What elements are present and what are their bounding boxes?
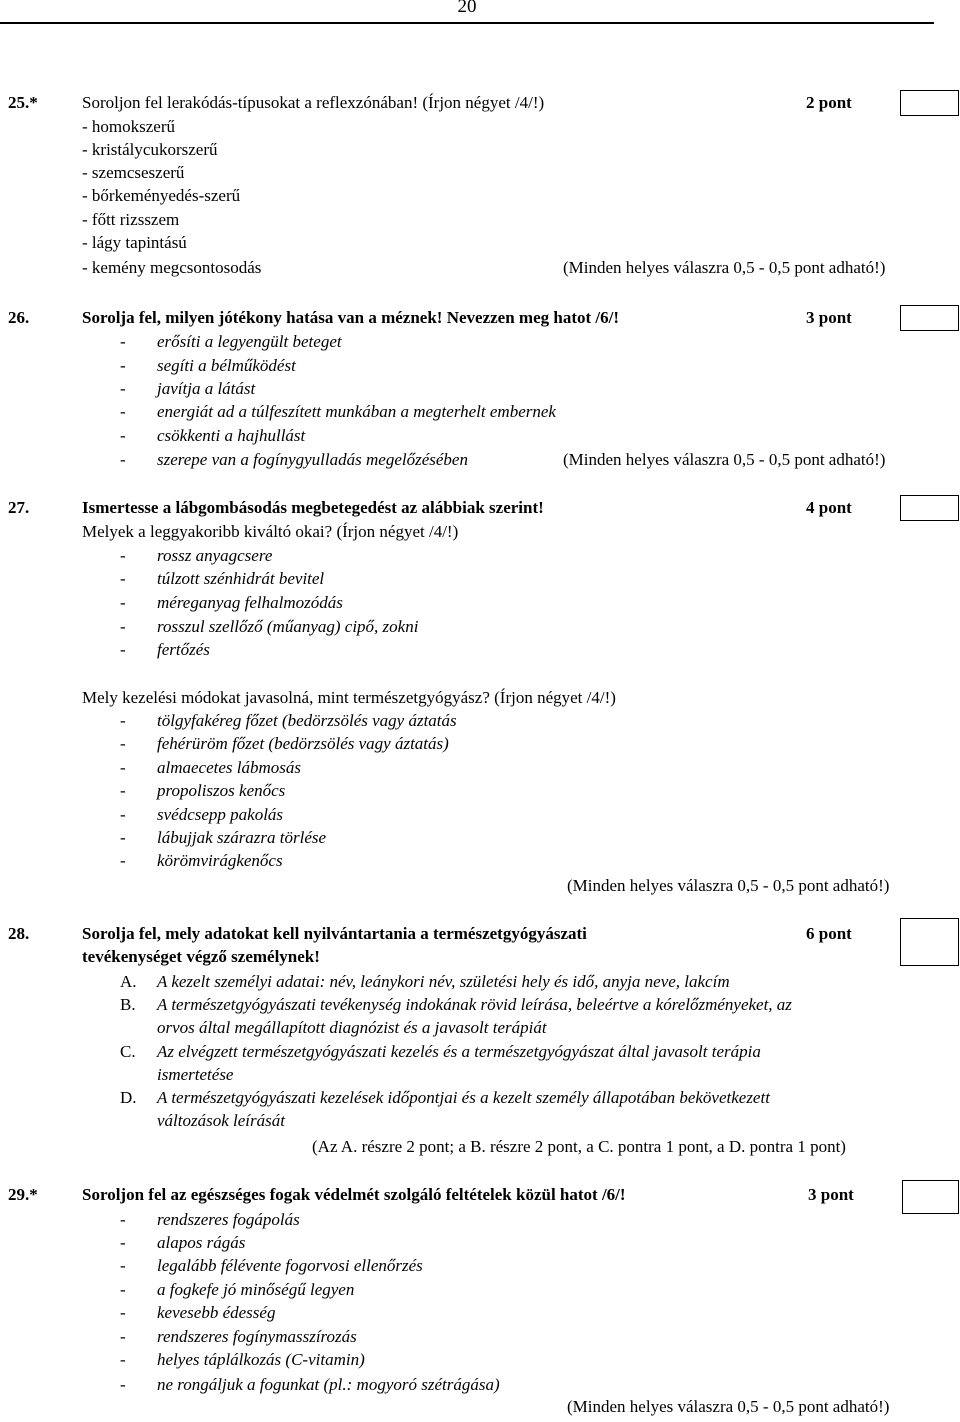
- q25-scoring-note: (Minden helyes válaszra 0,5 - 0,5 pont adható!): [563, 258, 886, 277]
- q29-dash-6: -: [120, 1327, 126, 1346]
- q25-item-3: - szemcseszerű: [82, 163, 185, 182]
- q28-question: Sorolja fel, mely adatokat kell nyilvántartania a természetgyógyászati: [82, 924, 587, 943]
- q27-b-item-5: svédcsepp pakolás: [157, 805, 284, 824]
- q27-b-dash-1: -: [120, 711, 126, 730]
- q26-score-box[interactable]: [900, 305, 959, 331]
- q27-b-item-6: lábujjak szárazra törlése: [157, 828, 327, 847]
- q29-dash-3: -: [120, 1256, 126, 1275]
- q29-item-1: rendszeres fogápolás: [157, 1210, 300, 1229]
- q27-number: 27.: [8, 498, 30, 517]
- q28-score-box[interactable]: [900, 918, 959, 966]
- q26-dash-6: -: [120, 450, 126, 469]
- q26-points: 3 pont: [806, 308, 852, 327]
- q26-item-6: szerepe van a fogínygyulladás megelőzésében: [157, 450, 468, 469]
- q27-b-dash-5: -: [120, 805, 126, 824]
- q27-b-item-2: fehérüröm főzet (bedörzsölés vagy áztatás): [157, 734, 449, 753]
- q27-b-item-1: tölgyfakéreg főzet (bedörzsölés vagy áztatás: [157, 711, 457, 730]
- q25-question: Soroljon fel lerakódás-típusokat a reflexzónában! (Írjon négyet /4/!): [82, 93, 545, 112]
- q27-a-item-4: rosszul szellőző (műanyag) cipő, zokni: [157, 617, 419, 636]
- q27-a-dash-3: -: [120, 593, 126, 612]
- q26-item-3: javítja a látást: [157, 379, 256, 398]
- q28-item-a-letter: A.: [120, 972, 137, 991]
- q28-item-c-line-2: ismertetése: [157, 1065, 234, 1084]
- q26-dash-2: -: [120, 356, 126, 375]
- q28-item-d-line-1: A természetgyógyászati kezelések időpontjai és a kezelt személy állapotában bekövetkezett: [157, 1088, 770, 1107]
- q28-item-d-line-2: változások leírását: [157, 1111, 285, 1130]
- q25-item-6: - lágy tapintású: [82, 233, 187, 252]
- q28-question-cont: tevékenységet végző személynek!: [82, 947, 320, 966]
- q25-item-7: - kemény megcsontosodás: [82, 258, 262, 277]
- q27-a-item-2: túlzott szénhidrát bevitel: [157, 569, 325, 588]
- q28-item-a-line-1: A kezelt személyi adatai: név, leánykori név, születési hely és idő, anyja neve, lakcím: [157, 972, 730, 991]
- q27-points: 4 pont: [806, 498, 852, 517]
- q29-points: 3 pont: [808, 1185, 854, 1204]
- q28-item-c-line-1: Az elvégzett természetgyógyászati kezelés és a természetgyógyászat által javasolt terápia: [157, 1042, 761, 1061]
- q27-a-dash-2: -: [120, 569, 126, 588]
- q25-points: 2 pont: [806, 93, 852, 112]
- q29-dash-7: -: [120, 1350, 126, 1369]
- q27-b-item-7: körömvirágkenőcs: [157, 851, 283, 870]
- q26-number: 26.: [8, 308, 30, 327]
- q29-dash-1: -: [120, 1210, 126, 1229]
- q27-b-dash-6: -: [120, 828, 126, 847]
- q28-item-b-line-2: orvos által megállapított diagnózist és a javasolt terápiát: [157, 1018, 547, 1037]
- q29-dash-5: -: [120, 1303, 126, 1322]
- q27-a-item-1: rossz anyagcsere: [157, 546, 273, 565]
- q26-question: Sorolja fel, milyen jótékony hatása van a méznek! Nevezzen meg hatot /6/!: [82, 308, 619, 327]
- q29-scoring-note: (Minden helyes válaszra 0,5 - 0,5 pont adható!): [567, 1397, 890, 1416]
- q28-scoring-breakdown: (Az A. részre 2 pont; a B. részre 2 pont, a C. pontra 1 pont, a D. pontra 1 pont): [312, 1137, 846, 1156]
- q29-dash-2: -: [120, 1233, 126, 1252]
- q27-b-dash-4: -: [120, 781, 126, 800]
- q26-item-2: segíti a bélműködést: [157, 356, 296, 375]
- q25-item-5: - főtt rizsszem: [82, 210, 180, 229]
- q27-subquestion-2: Mely kezelési módokat javasolná, mint természetgyógyász? (Írjon négyet /4/!): [82, 688, 616, 707]
- q29-item-6: rendszeres fogínymasszírozás: [157, 1327, 357, 1346]
- q25-item-2: - kristálycukorszerű: [82, 140, 218, 159]
- q25-number: 25.*: [8, 93, 38, 112]
- q29-item-3: legalább félévente fogorvosi ellenőrzés: [157, 1256, 423, 1275]
- q28-item-b-line-1: A természetgyógyászati tevékenység indokának rövid leírása, beleértve a kórelőzményeket, az: [157, 995, 792, 1014]
- q26-item-1: erősíti a legyengült beteget: [157, 332, 342, 351]
- q29-item-7: helyes táplálkozás (C-vitamin): [157, 1350, 365, 1369]
- q25-item-4: - bőrkeményedés-szerű: [82, 186, 241, 205]
- q28-number: 28.: [8, 924, 30, 943]
- q26-dash-3: -: [120, 379, 126, 398]
- q29-item-2: alapos rágás: [157, 1233, 246, 1252]
- q25-score-box[interactable]: [900, 90, 959, 116]
- q27-a-dash-4: -: [120, 617, 126, 636]
- q27-a-item-3: méreganyag felhalmozódás: [157, 593, 343, 612]
- q29-dash-8: -: [120, 1375, 126, 1394]
- q27-b-dash-2: -: [120, 734, 126, 753]
- q26-item-4: energiát ad a túlfeszített munkában a megterhelt embernek: [157, 402, 556, 421]
- q29-dash-4: -: [120, 1280, 126, 1299]
- q28-item-b-letter: B.: [120, 995, 136, 1014]
- q25-item-1: - homokszerű: [82, 117, 176, 136]
- q27-b-dash-3: -: [120, 758, 126, 777]
- header-rule: [0, 22, 934, 24]
- q29-item-4: a fogkefe jó minőségű legyen: [157, 1280, 355, 1299]
- q29-question: Soroljon fel az egészséges fogak védelmét szolgáló feltételek közül hatot /6/!: [82, 1185, 626, 1204]
- q27-b-item-3: almaecetes lábmosás: [157, 758, 302, 777]
- q29-item-5: kevesebb édesség: [157, 1303, 276, 1322]
- q27-question: Ismertesse a lábgombásodás megbetegedést az alábbiak szerint!: [82, 498, 544, 517]
- q26-scoring-note: (Minden helyes válaszra 0,5 - 0,5 pont adható!): [563, 450, 886, 469]
- q27-subquestion-1: Melyek a leggyakoribb kiváltó okai? (Írjon négyet /4/!): [82, 522, 459, 541]
- q27-b-dash-7: -: [120, 851, 126, 870]
- q27-scoring-note: (Minden helyes válaszra 0,5 - 0,5 pont adható!): [567, 876, 890, 895]
- q26-dash-1: -: [120, 332, 126, 351]
- q29-number: 29.*: [8, 1185, 38, 1204]
- q27-score-box[interactable]: [900, 495, 959, 521]
- q27-a-dash-1: -: [120, 546, 126, 565]
- q26-dash-4: -: [120, 402, 126, 421]
- q26-dash-5: -: [120, 426, 126, 445]
- q27-a-dash-5: -: [120, 640, 126, 659]
- q27-a-item-5: fertőzés: [157, 640, 210, 659]
- q29-score-box[interactable]: [902, 1180, 959, 1214]
- q28-item-d-letter: D.: [120, 1088, 137, 1107]
- q29-item-8: ne rongáljuk a fogunkat (pl.: mogyoró szétrágása): [157, 1375, 500, 1394]
- q28-item-c-letter: C.: [120, 1042, 136, 1061]
- q26-item-5: csökkenti a hajhullást: [157, 426, 306, 445]
- page-number: 20: [457, 0, 477, 17]
- q27-b-item-4: propoliszos kenőcs: [157, 781, 286, 800]
- q28-points: 6 pont: [806, 924, 852, 943]
